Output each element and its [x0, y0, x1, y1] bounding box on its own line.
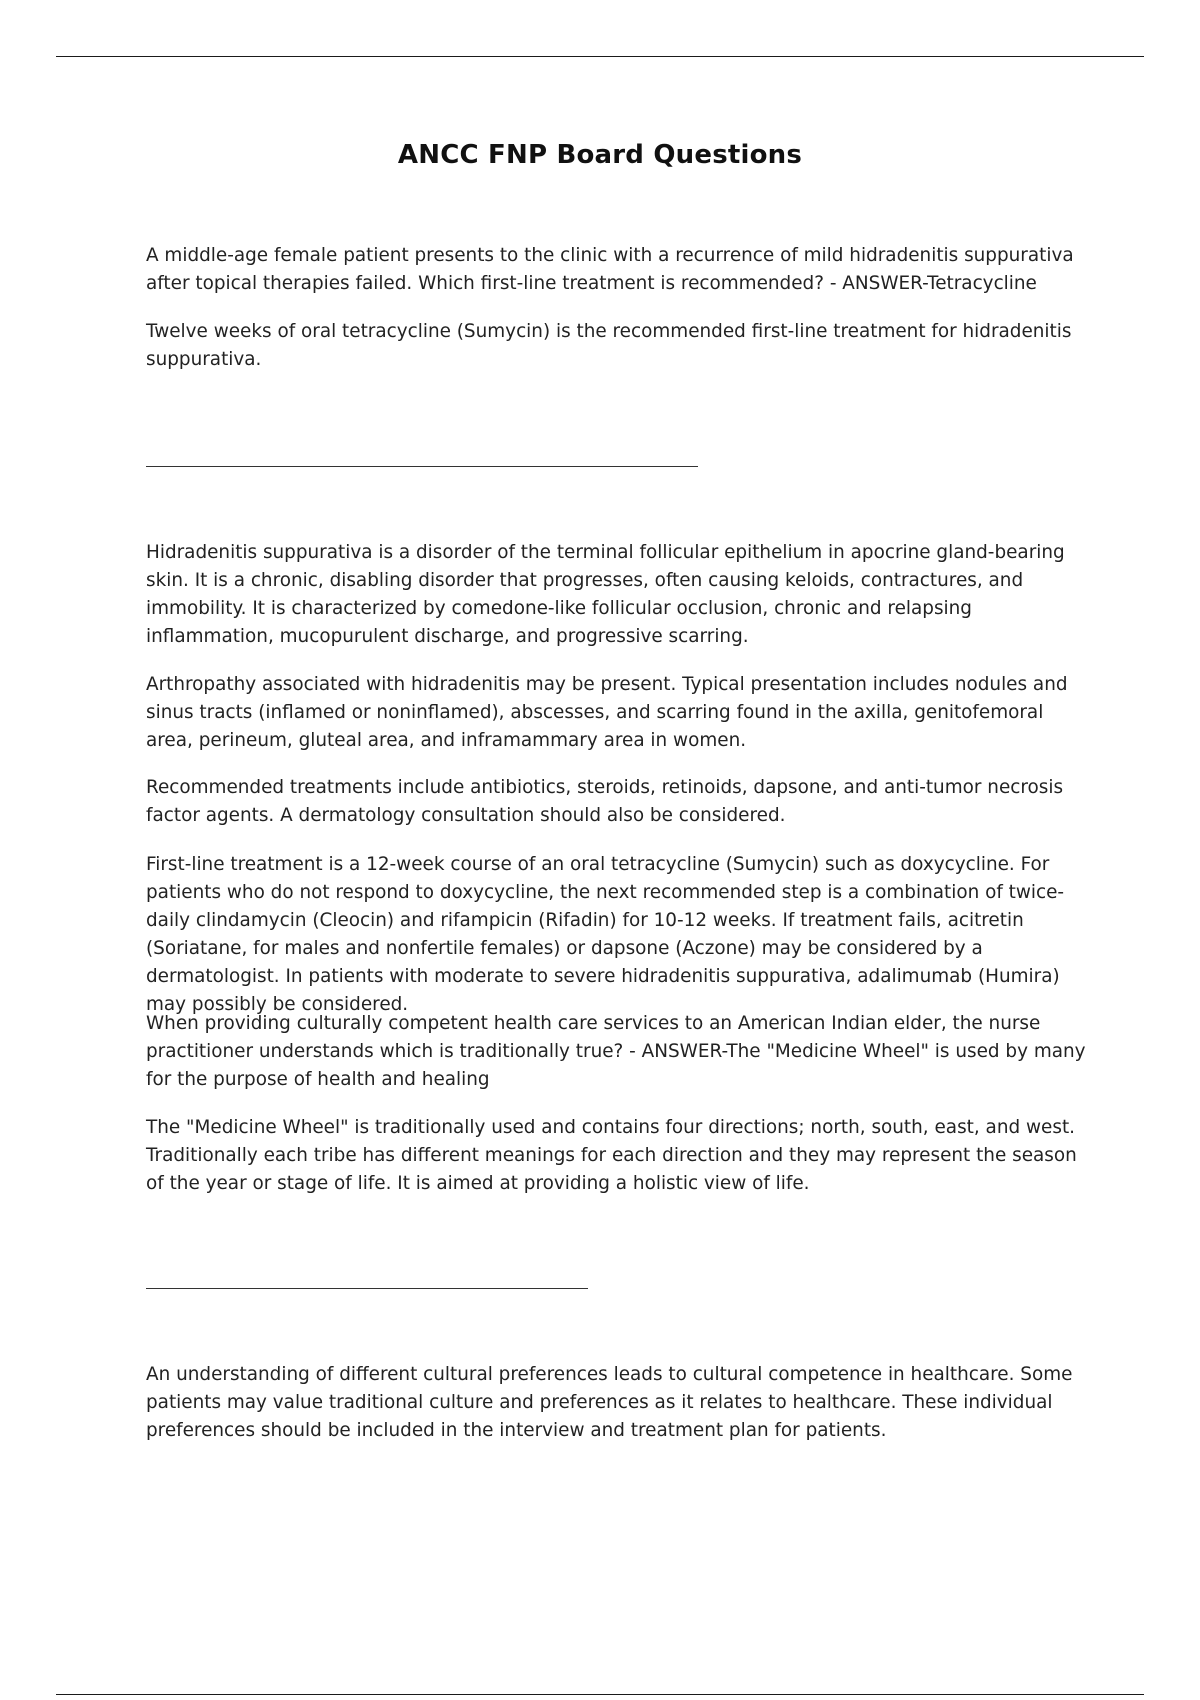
explanation-paragraph: Hidradenitis suppurativa is a disorder of the terminal follicular epithelium in apocrine gland-bearing skin. It is a chronic, disabling disorder that progresses, often causing keloids, contractures, and immobility. It is characterized by comedone-like follicular occlusion, chronic and relapsing inflammation, mucopurulent discharge, and progressive scarring.: [146, 542, 1065, 647]
section-separator: [146, 1288, 588, 1289]
answer-rationale-paragraph: Twelve weeks of oral tetracycline (Sumycin) is the recommended first-line treatment for hidradenitis suppurativa.: [146, 321, 1072, 370]
section-separator: [146, 466, 698, 467]
explanation-paragraph: Arthropathy associated with hidradenitis may be present. Typical presentation includes nodules and sinus tracts (inflamed or noninflamed), abscesses, and scarring found in the axilla, genitofemoral area, perineum, gluteal area, and inframammary area in women.: [146, 674, 1068, 751]
answer-rationale-paragraph: The "Medicine Wheel" is traditionally used and contains four directions; north, south, east, and west. Traditionally each tribe has different meanings for each direction and they may represent the season of the year or stage of life. It is aimed at providing a holistic view of life.: [146, 1117, 1077, 1194]
document-title: ANCC FNP Board Questions: [397, 140, 803, 170]
page-top-rule: [56, 56, 1144, 57]
page-bottom-rule: [56, 1694, 1144, 1695]
question-paragraph: A middle-age female patient presents to the clinic with a recurrence of mild hidradenitis suppurativa after topical therapies failed. Which first-line treatment is recommended? - ANSWER-Tetracycline: [146, 245, 1074, 294]
question-paragraph: When providing culturally competent health care services to an American Indian elder, the nurse practitioner understands which is traditionally true? - ANSWER-The "Medicine Wheel" is used by many for the purpose of health and healing: [146, 1013, 1086, 1090]
explanation-paragraph: First-line treatment is a 12-week course of an oral tetracycline (Sumycin) such as doxycycline. For patients who do not respond to doxycycline, the next recommended step is a combination of twice-daily clindamycin (Cleocin) and rifampicin (Rifadin) for 10-12 weeks. If treatment fails, acitretin (Soriatane, for males and nonfertile females) or dapsone (Aczone) may be considered by a dermatologist. In patients with moderate to severe hidradenitis suppurativa, adalimumab (Humira) may possibly be considered.: [146, 854, 1065, 1015]
explanation-paragraph: Recommended treatments include antibiotics, steroids, retinoids, dapsone, and anti-tumor necrosis factor agents. A dermatology consultation should also be considered.: [146, 777, 1064, 826]
explanation-paragraph: An understanding of different cultural preferences leads to cultural competence in healthcare. Some patients may value traditional culture and preferences as it relates to healthcare. These individual preferences should be included in the interview and treatment plan for patients.: [146, 1364, 1073, 1441]
